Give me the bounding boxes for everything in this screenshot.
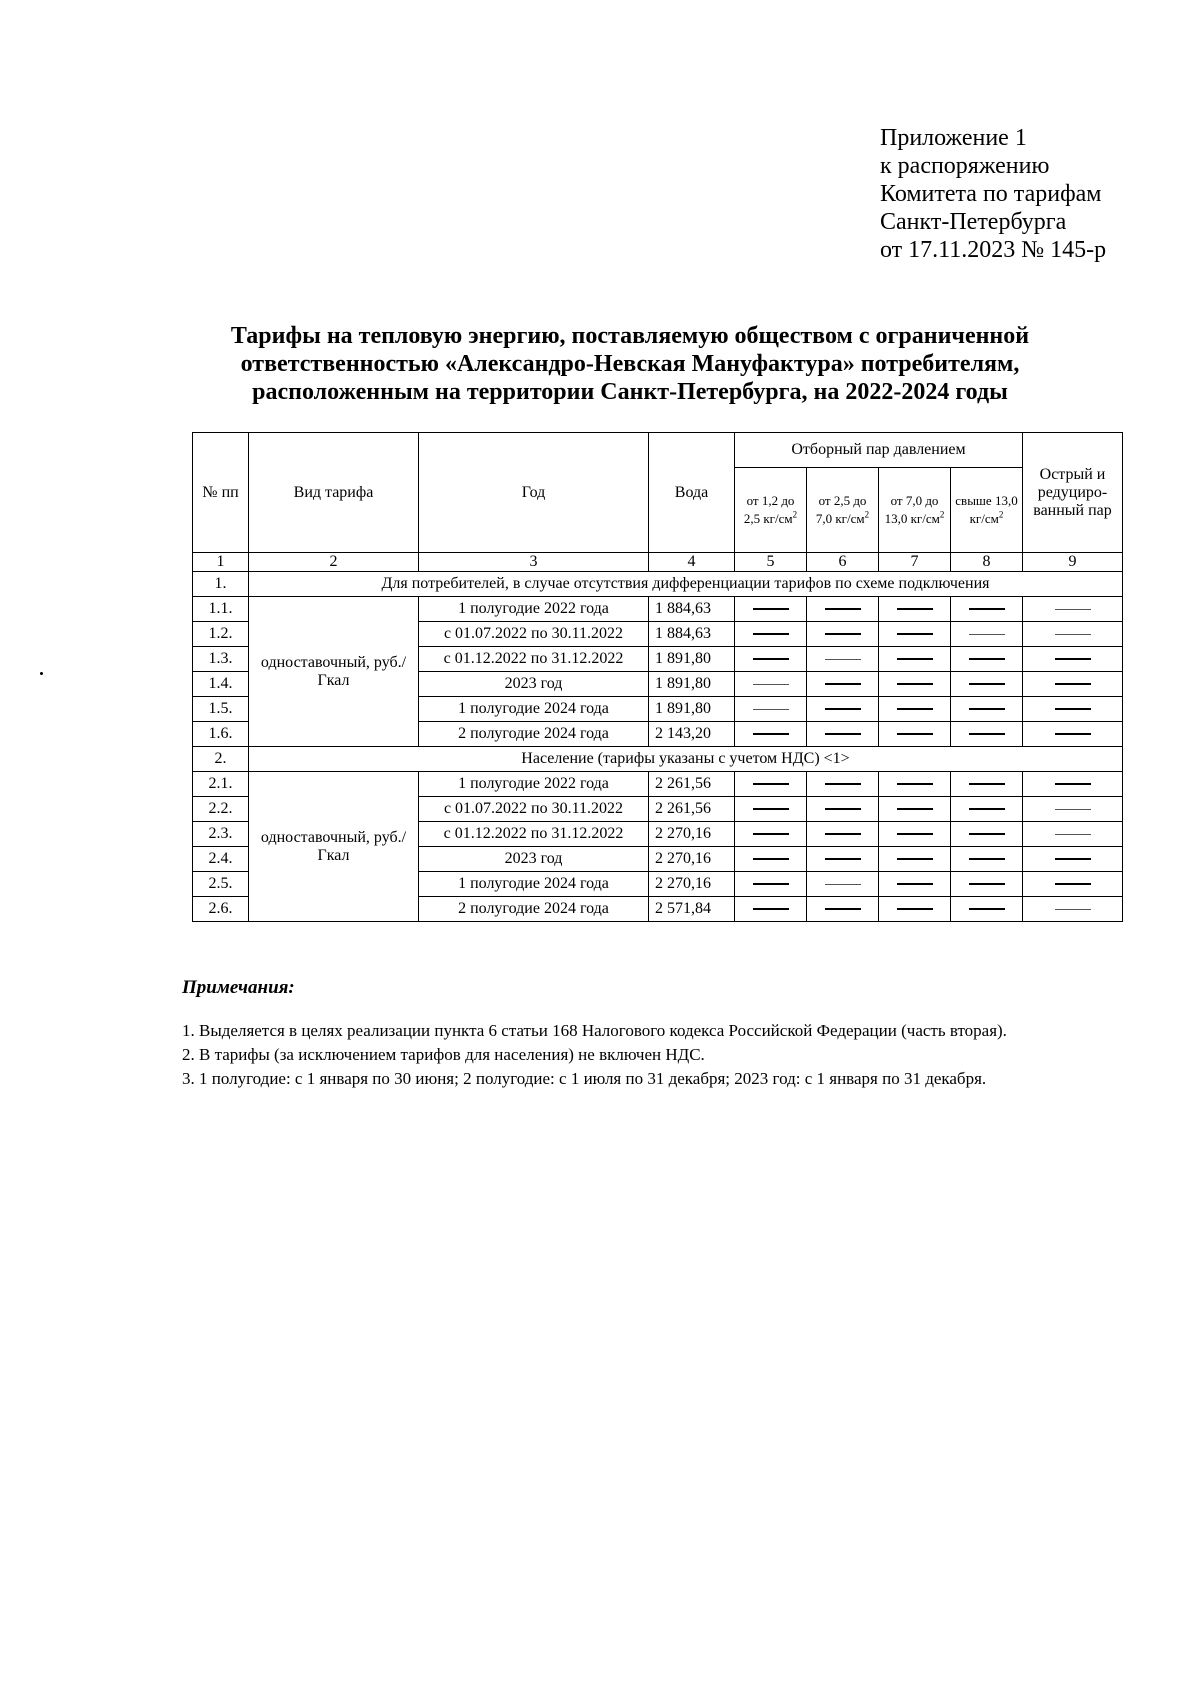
- dash: [969, 683, 1005, 685]
- table-row: [193, 772, 1123, 797]
- empty-cell: [879, 697, 951, 722]
- dash: [753, 608, 789, 610]
- empty-cell: [951, 622, 1023, 647]
- note-item: 1. Выделяется в целях реализации пункта 6 статьи 168 Налогового кодекса Российской Федерации (часть вторая).: [182, 1021, 1007, 1040]
- header-sharp-steam: Острый и редуциро-ванный пар: [1023, 433, 1123, 553]
- appendix-block: [880, 124, 1106, 264]
- title-line: Тарифы на тепловую энергию, поставляемую обществом с ограниченной: [230, 323, 1030, 349]
- empty-cell: [735, 672, 807, 697]
- empty-cell: [807, 847, 879, 872]
- water-value: 1 891,80: [649, 647, 735, 672]
- row-year: 1 полугодие 2024 года: [419, 872, 649, 897]
- dash: [753, 633, 789, 635]
- dash: [897, 733, 933, 735]
- row-no: 2.6.: [193, 897, 249, 922]
- water-value: 2 270,16: [649, 847, 735, 872]
- dash: [1055, 733, 1091, 735]
- empty-cell: [879, 647, 951, 672]
- empty-cell: [879, 672, 951, 697]
- water-value: 1 891,80: [649, 672, 735, 697]
- dash: [969, 833, 1005, 835]
- empty-cell: [1023, 847, 1123, 872]
- empty-cell: [1023, 622, 1123, 647]
- water-value: 2 270,16: [649, 872, 735, 897]
- title-line: расположенным на территории Санкт-Петербурга, на 2022-2024 годы: [252, 379, 1008, 405]
- empty-cell: [807, 872, 879, 897]
- empty-cell: [879, 597, 951, 622]
- document-title: [180, 322, 1080, 406]
- empty-cell: [735, 722, 807, 747]
- dash: [1055, 783, 1091, 785]
- empty-cell: [735, 897, 807, 922]
- dash: [897, 633, 933, 635]
- dash: [753, 808, 789, 810]
- header-steam-1: от 1,2 до 2,5 $кг/см^2$: [735, 468, 807, 553]
- empty-cell: [879, 872, 951, 897]
- dash: [897, 883, 933, 885]
- empty-cell: [807, 697, 879, 722]
- empty-cell: [735, 772, 807, 797]
- notes-list: [182, 1020, 1142, 1092]
- row-no: 1.4.: [193, 672, 249, 697]
- dash: [1055, 683, 1091, 685]
- dash: [1055, 634, 1091, 635]
- empty-cell: [1023, 772, 1123, 797]
- row-year: с 01.07.2022 по 30.11.2022: [419, 622, 649, 647]
- water-value: 2 270,16: [649, 822, 735, 847]
- section-no: 2.: [193, 747, 249, 772]
- dash: [897, 783, 933, 785]
- water-value: 2 261,56: [649, 797, 735, 822]
- empty-cell: [951, 897, 1023, 922]
- header-steam-3: от 7,0 до 13,0 $кг/см^2$: [879, 468, 951, 553]
- dash: [753, 658, 789, 660]
- row-no: 1.1.: [193, 597, 249, 622]
- empty-cell: [1023, 647, 1123, 672]
- dash: [897, 658, 933, 660]
- empty-cell: [1023, 797, 1123, 822]
- row-year: с 01.12.2022 по 31.12.2022: [419, 822, 649, 847]
- dash: [753, 883, 789, 885]
- row-no: 1.6.: [193, 722, 249, 747]
- row-no: 1.5.: [193, 697, 249, 722]
- dash: [753, 833, 789, 835]
- tariff-type: одноставочный, руб./Гкал: [249, 597, 419, 747]
- note-item: 2. В тарифы (за исключением тарифов для населения) не включен НДС.: [182, 1045, 705, 1064]
- empty-cell: [951, 822, 1023, 847]
- header-year: Год: [419, 433, 649, 553]
- row-no: 1.3.: [193, 647, 249, 672]
- dash: [897, 708, 933, 710]
- dash: [825, 884, 861, 885]
- water-value: 2 261,56: [649, 772, 735, 797]
- tariff-table: [192, 432, 1123, 922]
- dash: [825, 858, 861, 860]
- dash: [897, 833, 933, 835]
- empty-cell: [807, 822, 879, 847]
- dash: [897, 683, 933, 685]
- row-year: 2023 год: [419, 672, 649, 697]
- col-number: 9: [1023, 553, 1123, 572]
- empty-cell: [807, 597, 879, 622]
- empty-cell: [1023, 872, 1123, 897]
- empty-cell: [1023, 897, 1123, 922]
- col-number: 2: [249, 553, 419, 572]
- dash: [825, 633, 861, 635]
- empty-cell: [951, 722, 1023, 747]
- dash: [969, 858, 1005, 860]
- empty-cell: [807, 897, 879, 922]
- empty-cell: [951, 847, 1023, 872]
- water-value: 2 143,20: [649, 722, 735, 747]
- row-year: 2 полугодие 2024 года: [419, 722, 649, 747]
- header-steam-2: от 2,5 до 7,0 $кг/см^2$: [807, 468, 879, 553]
- header-steam-4: свыше 13,0 $кг/см^2$: [951, 468, 1023, 553]
- row-year: 1 полугодие 2022 года: [419, 772, 649, 797]
- empty-cell: [735, 822, 807, 847]
- dash: [1055, 809, 1091, 810]
- dash: [825, 833, 861, 835]
- empty-cell: [807, 622, 879, 647]
- row-year: 2 полугодие 2024 года: [419, 897, 649, 922]
- empty-cell: [879, 722, 951, 747]
- note-item: 3. 1 полугодие: с 1 января по 30 июня; 2 полугодие: с 1 июля по 31 декабря; 2023 год: с 1 января по 31 декабря.: [182, 1069, 987, 1088]
- empty-cell: [879, 772, 951, 797]
- dash: [825, 708, 861, 710]
- dash: [1055, 658, 1091, 660]
- dash: [969, 634, 1005, 635]
- empty-cell: [807, 772, 879, 797]
- empty-cell: [951, 647, 1023, 672]
- dash: [897, 808, 933, 810]
- header-no: № пп: [193, 433, 249, 553]
- col-number: 3: [419, 553, 649, 572]
- empty-cell: [1023, 697, 1123, 722]
- empty-cell: [735, 622, 807, 647]
- empty-cell: [879, 897, 951, 922]
- dash: [897, 608, 933, 610]
- dash: [825, 683, 861, 685]
- col-number: 7: [879, 553, 951, 572]
- title-line: ответственностью «Александро-Невская Мануфактура» потребителям,: [240, 351, 1020, 377]
- empty-cell: [879, 797, 951, 822]
- dash: [753, 709, 789, 710]
- dash: [969, 708, 1005, 710]
- appendix-line: к распоряжению: [880, 153, 1050, 179]
- dash: [969, 783, 1005, 785]
- dash: [1055, 883, 1091, 885]
- col-number: 1: [193, 553, 249, 572]
- empty-cell: [951, 772, 1023, 797]
- dash: [753, 858, 789, 860]
- col-number: 4: [649, 553, 735, 572]
- empty-cell: [951, 672, 1023, 697]
- empty-cell: [735, 597, 807, 622]
- dash: [969, 908, 1005, 910]
- empty-cell: [1023, 672, 1123, 697]
- dash: [753, 908, 789, 910]
- dash: [825, 808, 861, 810]
- empty-cell: [807, 647, 879, 672]
- empty-cell: [735, 647, 807, 672]
- col-number: 8: [951, 553, 1023, 572]
- table-row: [193, 597, 1123, 622]
- section-row: [193, 572, 1123, 597]
- empty-cell: [807, 672, 879, 697]
- row-year: с 01.12.2022 по 31.12.2022: [419, 647, 649, 672]
- dash: [753, 684, 789, 685]
- empty-cell: [735, 797, 807, 822]
- row-no: 1.2.: [193, 622, 249, 647]
- notes-heading: Примечания:: [182, 977, 295, 998]
- header-steam-group: Отборный пар давлением: [735, 433, 1023, 468]
- col-number: 5: [735, 553, 807, 572]
- appendix-line: Приложение 1: [880, 125, 1027, 151]
- appendix-line: Комитета по тарифам: [880, 181, 1102, 207]
- dash: [1055, 909, 1091, 910]
- empty-cell: [879, 847, 951, 872]
- dash: [753, 733, 789, 735]
- empty-cell: [807, 722, 879, 747]
- empty-cell: [951, 872, 1023, 897]
- header-water: Вода: [649, 433, 735, 553]
- empty-cell: [735, 847, 807, 872]
- dash: [897, 908, 933, 910]
- dash: [969, 808, 1005, 810]
- dash: [825, 733, 861, 735]
- empty-cell: [951, 797, 1023, 822]
- water-value: 1 891,80: [649, 697, 735, 722]
- row-year: с 01.07.2022 по 30.11.2022: [419, 797, 649, 822]
- row-no: 2.5.: [193, 872, 249, 897]
- row-year: 1 полугодие 2024 года: [419, 697, 649, 722]
- empty-cell: [735, 697, 807, 722]
- dash: [1055, 609, 1091, 610]
- empty-cell: [879, 822, 951, 847]
- row-year: 2023 год: [419, 847, 649, 872]
- section-title: Население (тарифы указаны с учетом НДС) <1>: [249, 747, 1123, 772]
- appendix-line: Санкт-Петербурга: [880, 209, 1067, 235]
- empty-cell: [807, 797, 879, 822]
- empty-cell: [951, 597, 1023, 622]
- scan-speck: [40, 672, 43, 675]
- dash: [1055, 708, 1091, 710]
- dash: [753, 783, 789, 785]
- dash: [969, 608, 1005, 610]
- empty-cell: [1023, 822, 1123, 847]
- row-year: 1 полугодие 2022 года: [419, 597, 649, 622]
- dash: [969, 733, 1005, 735]
- header-tariff-type: Вид тарифа: [249, 433, 419, 553]
- dash: [969, 883, 1005, 885]
- row-no: 2.2.: [193, 797, 249, 822]
- dash: [969, 658, 1005, 660]
- row-no: 2.4.: [193, 847, 249, 872]
- row-no: 2.1.: [193, 772, 249, 797]
- dash: [825, 783, 861, 785]
- dash: [1055, 834, 1091, 835]
- section-no: 1.: [193, 572, 249, 597]
- water-value: 1 884,63: [649, 597, 735, 622]
- water-value: 1 884,63: [649, 622, 735, 647]
- dash: [825, 608, 861, 610]
- empty-cell: [735, 872, 807, 897]
- empty-cell: [879, 622, 951, 647]
- section-row: [193, 747, 1123, 772]
- empty-cell: [951, 697, 1023, 722]
- appendix-line: от 17.11.2023 № 145-р: [880, 237, 1107, 263]
- dash: [825, 659, 861, 660]
- dash: [1055, 858, 1091, 860]
- tariff-type: одноставочный, руб./Гкал: [249, 772, 419, 922]
- empty-cell: [1023, 722, 1123, 747]
- empty-cell: [1023, 597, 1123, 622]
- row-no: 2.3.: [193, 822, 249, 847]
- dash: [897, 858, 933, 860]
- col-number: 6: [807, 553, 879, 572]
- dash: [825, 908, 861, 910]
- water-value: 2 571,84: [649, 897, 735, 922]
- section-title: Для потребителей, в случае отсутствия дифференциации тарифов по схеме подключения: [249, 572, 1123, 597]
